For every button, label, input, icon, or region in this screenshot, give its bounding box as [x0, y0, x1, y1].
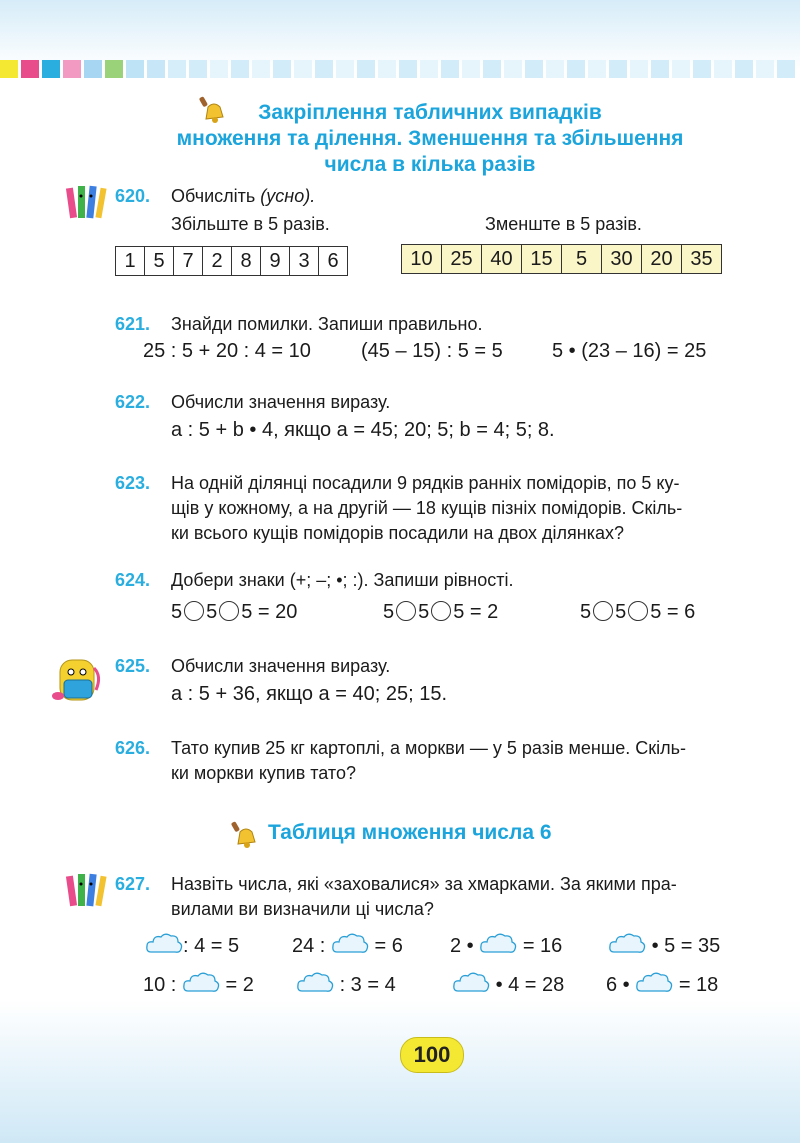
stripe-square	[42, 60, 60, 78]
blank-circle[interactable]	[219, 601, 239, 621]
stripe-square	[630, 60, 648, 78]
exercise-text	[171, 872, 677, 922]
number-cell: 5	[145, 247, 174, 275]
operand: 5	[206, 601, 218, 623]
stripe-square	[714, 60, 732, 78]
equation-text: = 2	[225, 974, 254, 996]
stripe-square	[147, 60, 165, 78]
operand: 5 = 6	[650, 601, 696, 623]
cloud-equation	[608, 932, 720, 958]
operand: 5	[580, 601, 592, 623]
equation-text: = 16	[522, 935, 563, 957]
exercise-text-italic: (усно).	[260, 186, 316, 206]
number-cell: 20	[642, 245, 682, 273]
cloud-icon	[296, 971, 334, 995]
stripe-square	[315, 60, 333, 78]
sign-equation	[580, 601, 695, 624]
equation: (45 – 15) : 5 = 5	[361, 340, 503, 362]
equation-text: = 18	[678, 974, 719, 996]
cloud-icon	[479, 932, 517, 956]
equation-text: • 4 = 28	[495, 974, 565, 996]
stripe-square	[273, 60, 291, 78]
stripe-square	[0, 60, 18, 78]
text-line: ки моркви купив тато?	[171, 763, 356, 783]
stripe-square	[63, 60, 81, 78]
text-line: На одній ділянці посадили 9 рядків ранніх помідорів, по 5 ку-	[171, 473, 680, 493]
stripe-square	[210, 60, 228, 78]
text-line: вилами ви визначили ці числа?	[171, 899, 434, 919]
page-number-badge	[400, 1037, 464, 1073]
cloud-equation	[452, 971, 564, 997]
blank-circle[interactable]	[593, 601, 613, 621]
number-cell: 7	[174, 247, 203, 275]
section-title-line: числа в кілька разів	[324, 153, 536, 176]
bottom-gradient-band	[0, 1000, 800, 1143]
exercise-number: 620.	[115, 186, 151, 206]
stripe-square	[525, 60, 543, 78]
stripe-square	[546, 60, 564, 78]
pencils-icon	[62, 180, 110, 226]
exercise-number: 621.	[115, 314, 151, 334]
cloud-equation	[143, 971, 254, 997]
stripe-square	[189, 60, 207, 78]
number-cell: 25	[442, 245, 482, 273]
exercise-text	[171, 186, 315, 207]
stripe-square	[441, 60, 459, 78]
exercise-number: 622.	[115, 392, 151, 412]
number-cell: 5	[562, 245, 602, 273]
blank-circle[interactable]	[396, 601, 416, 621]
stripe-square	[84, 60, 102, 78]
stripe-square	[231, 60, 249, 78]
exercise-text: Обчисли значення виразу.	[171, 656, 391, 676]
stripe-square	[105, 60, 123, 78]
stripe-square	[21, 60, 39, 78]
number-cell: 35	[690, 247, 713, 270]
operand: 5	[418, 601, 430, 623]
number-cell: 40	[482, 245, 522, 273]
bell-icon	[230, 820, 262, 852]
number-cell: 6	[327, 249, 339, 272]
stripe-square	[399, 60, 417, 78]
cloud-equation	[292, 932, 403, 958]
cloud-icon	[182, 971, 220, 995]
cloud-icon	[145, 932, 183, 956]
stripe-square	[777, 60, 795, 78]
section-title-line: множення та ділення. Зменшення та збільшення	[176, 127, 684, 150]
exercise-number: 626.	[115, 738, 151, 758]
stripe-square	[693, 60, 711, 78]
cloud-icon	[331, 932, 369, 956]
expression: a : 5 + b • 4, якщо a = 45; 20; 5; b = 4; 5; 8.	[171, 419, 555, 441]
number-cell: 8	[232, 247, 261, 275]
stripe-square	[252, 60, 270, 78]
sign-equation	[383, 601, 498, 624]
equation-text: : 4 = 5	[183, 935, 240, 957]
stripe-square	[609, 60, 627, 78]
blank-circle[interactable]	[628, 601, 648, 621]
number-cell: 3	[290, 247, 319, 275]
text-line: ки всього кущів помідорів посадили на двох ділянках?	[171, 523, 625, 543]
equation-text: • 5 = 35	[651, 935, 721, 957]
stripe-square	[483, 60, 501, 78]
cloud-equation	[450, 932, 562, 958]
backpack-icon	[50, 656, 106, 706]
increase-number-strip	[115, 246, 348, 276]
stripe-square	[168, 60, 186, 78]
exercise-number: 624.	[115, 570, 151, 590]
pencils-icon	[62, 868, 110, 914]
number-cell: 10	[402, 245, 442, 273]
exercise-text	[171, 471, 682, 546]
exercise-number: 627.	[115, 874, 151, 894]
decrease-number-strip	[401, 244, 722, 274]
operand: 5	[615, 601, 627, 623]
sign-equation	[171, 601, 297, 624]
equation-text: 10 :	[143, 974, 177, 996]
right-label: Зменште в 5 разів.	[485, 214, 642, 234]
cloud-equation	[296, 971, 396, 997]
cloud-equation	[145, 932, 239, 958]
number-cell: 1	[116, 247, 145, 275]
stripe-square	[126, 60, 144, 78]
cloud-equation	[606, 971, 718, 997]
left-label: Збільште в 5 разів.	[171, 214, 330, 234]
operand: 5 = 2	[453, 601, 499, 623]
stripe-square	[357, 60, 375, 78]
blank-circle[interactable]	[184, 601, 204, 621]
number-cell: 30	[602, 245, 642, 273]
stripe-square	[294, 60, 312, 78]
exercise-text	[171, 736, 686, 786]
stripe-square	[735, 60, 753, 78]
number-cell: 15	[522, 245, 562, 273]
equation-text: 6 •	[606, 974, 630, 996]
stripe-square	[567, 60, 585, 78]
equation-text: 2 •	[450, 935, 474, 957]
section-title-line: Закріплення табличних випадків	[258, 101, 602, 124]
exercise-number: 623.	[115, 473, 151, 493]
page-number: 100	[413, 1042, 451, 1067]
text-line: Назвіть числа, які «заховалися» за хмарками. За якими пра-	[171, 874, 677, 894]
equation-text: 24 :	[292, 935, 326, 957]
stripe-square	[420, 60, 438, 78]
equation: 25 : 5 + 20 : 4 = 10	[143, 340, 311, 362]
exercise-text: Обчисли значення виразу.	[171, 392, 391, 412]
section-title: Таблиця множення числа 6	[268, 821, 552, 844]
stripe-square	[672, 60, 690, 78]
text-line: Тато купив 25 кг картоплі, а моркви — у 5 разів менше. Скіль-	[171, 738, 687, 758]
cloud-icon	[635, 971, 673, 995]
top-color-stripe	[0, 60, 800, 82]
operand: 5	[383, 601, 395, 623]
equation-text: = 6	[374, 935, 403, 957]
operand: 5	[171, 601, 183, 623]
stripe-square	[588, 60, 606, 78]
cloud-icon	[452, 971, 490, 995]
number-cell: 9	[261, 247, 290, 275]
expression: a : 5 + 36, якщо a = 40; 25; 15.	[171, 683, 447, 705]
operand: 5 = 20	[241, 601, 298, 623]
stripe-square	[378, 60, 396, 78]
section-title	[130, 100, 730, 178]
stripe-square	[504, 60, 522, 78]
stripe-square	[336, 60, 354, 78]
exercise-number: 625.	[115, 656, 151, 676]
stripe-square	[462, 60, 480, 78]
stripe-square	[651, 60, 669, 78]
text-line: щів у кожному, а на другій — 18 кущів пізніх помідорів. Скіль-	[171, 498, 683, 518]
exercise-text: Добери знаки (+; –; •; :). Запиши рівності.	[171, 570, 514, 590]
exercise-text-main: Обчисліть	[171, 186, 256, 206]
cloud-icon	[608, 932, 646, 956]
stripe-square	[756, 60, 774, 78]
equation-text: : 3 = 4	[339, 974, 396, 996]
blank-circle[interactable]	[431, 601, 451, 621]
exercise-text: Знайди помилки. Запиши правильно.	[171, 314, 483, 334]
equation: 5 • (23 – 16) = 25	[552, 340, 707, 362]
number-cell: 2	[203, 247, 232, 275]
